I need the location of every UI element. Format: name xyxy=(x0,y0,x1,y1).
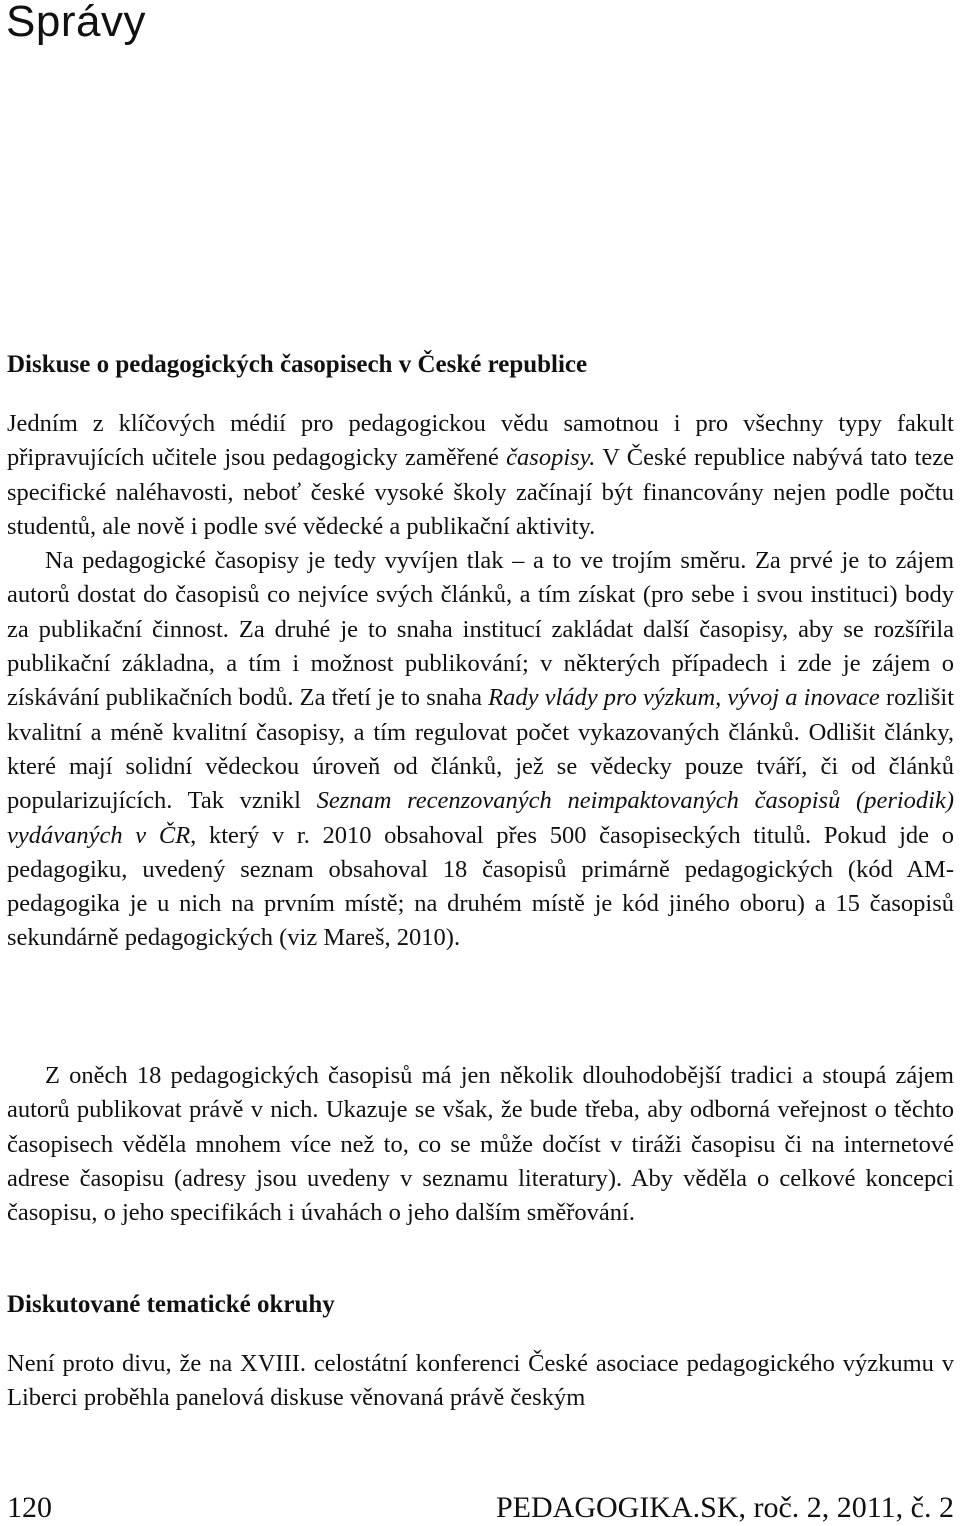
emphasis-text: Seznam recenzovaných neimpaktovaných časopisů (periodik) vydávaných v ČR xyxy=(7,787,954,849)
journal-info: PEDAGOGIKA.SK, roč. 2, 2011, č. 2 xyxy=(495,1491,954,1524)
text-run: rozlišit kvalitní a méně kvalitní časopisy, a tím regulovat počet vykazovaných článků. Odlišit články, které mají solidní vědeckou úroveň od článků, jež se vědecky pouze tváří, či od článků popularizujících. Tak vznikl xyxy=(7,684,954,815)
text-run: Jedním z klíčových médií pro pedagogickou vědu samotnou i pro všechny typy fakult připravujících učitele jsou pedagogicky zaměřené xyxy=(7,410,954,472)
page-number: 120 xyxy=(7,1491,52,1524)
emphasis-text: Rady vlády pro výzkum, vývoj a inovace xyxy=(488,684,880,712)
text-run: , který v r. 2010 obsahoval přes 500 časopiseckých titulů. Pokud jde o pedagogiku, uvedený seznam obsahoval 18 časopisů primárně pedagogických (kód AM-pedagogika je u nich na prvním místě; na druhém místě je kód jiného oboru) a 15 časopisů sekundárně pedagogických (viz Mareš, 2010). xyxy=(7,821,954,952)
article-title: Diskuse o pedagogických časopisech v České republice xyxy=(7,351,588,378)
paragraph-second: Z oněch 18 pedagogických časopisů má jen několik dlouhodobější tradici a stoupá zájem autorů publikovat právě v nich. Ukazuje se však, že bude třeba, aby odborná veřejnost o těchto časopisech věděla mnohem více než to, co se může dočíst v tiráži časopisu či na internetové adrese časopisu (adresy jsou uvedeny v seznamu literatury). Aby věděla o celkové koncepci časopisu, o jeho specifikách i úvahách o jeho dalším směřování. xyxy=(7,1062,954,1227)
paragraph-intro xyxy=(7,407,954,956)
text-run: Na pedagogické časopisy je tedy vyvíjen tlak – a to ve trojím směru. Za prvé je to zájem autorů dostat do časopisů co nejvíce svých článků, a tím získat (pro sebe i svou instituci) body za publikační činnost. Za druhé je to snaha institucí zakládat další časopisy, aby se rozšířila publikační základna, a tím i možnost publikování; v některých případech i zde je zájem o získávání publikačních bodů. Za třetí je to snaha xyxy=(7,547,954,712)
text-run: V České republice nabývá tato teze specifické naléhavosti, neboť české vysoké školy začínají být financovány nejen podle počtu studentů, ale nově i podle své vědecké a publikační aktivity. xyxy=(7,444,954,540)
page-heading: Správy xyxy=(6,0,146,46)
page-footer xyxy=(7,1492,954,1524)
emphasis-text: časopisy. xyxy=(506,444,596,472)
paragraph-third: Není proto divu, že na XVIII. celostátní konferenci České asociace pedagogického výzkumu v Liberci proběhla panelová diskuse věnovaná právě českým xyxy=(7,1350,954,1412)
section-title: Diskutované tematické okruhy xyxy=(7,1291,335,1318)
